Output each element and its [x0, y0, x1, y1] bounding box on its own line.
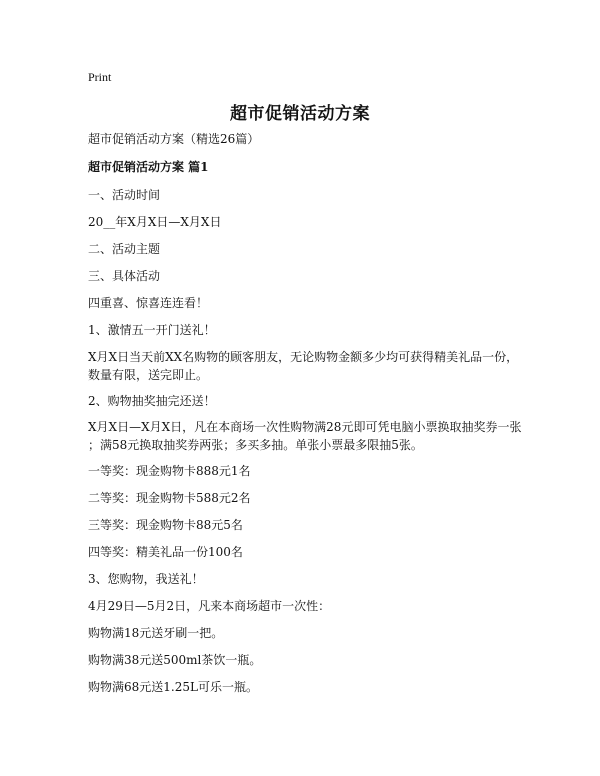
item-2-heading: 2、购物抽奖抽完还送！: [88, 394, 216, 408]
paragraph-line: X月X日—X月X日，凡在本商场一次性购物满28元即可凭电脑小票换取抽奖券一张: [88, 420, 522, 434]
prize-fourth: 四等奖：精美礼品一份100名: [88, 545, 243, 559]
heading-activity-time: 一、活动时间: [88, 188, 161, 202]
activity-slogan: 四重喜、惊喜连连看！: [88, 296, 209, 310]
heading-specific-activities: 三、具体活动: [88, 269, 161, 283]
paragraph-line: ；满58元换取抽奖券两张；多买多抽。单张小票最多限抽5张。: [88, 438, 423, 452]
gift-tier-18: 购物满18元送牙刷一把。: [88, 626, 224, 640]
item-1-heading: 1、激情五一开门送礼！: [88, 323, 216, 337]
prize-first: 一等奖：现金购物卡888元1名: [88, 464, 251, 478]
section-heading: 超市促销活动方案 篇1: [88, 160, 209, 174]
document-title: 超市促销活动方案: [230, 104, 370, 124]
paragraph-line: 数量有限，送完即止。: [88, 368, 209, 382]
activity-date-range: 20__年X月X日—X月X日: [88, 215, 222, 229]
paragraph-line: X月X日当天前XX名购物的顾客朋友，无论购物金额多少均可获得精美礼品一份，: [88, 350, 519, 364]
prize-third: 三等奖：现金购物卡88元5名: [88, 518, 243, 532]
item-3-heading: 3、您购物，我送礼！: [88, 572, 204, 586]
item-1-paragraph: [88, 348, 518, 384]
heading-activity-theme: 二、活动主题: [88, 242, 161, 256]
document-subtitle: 超市促销活动方案（精选26篇）: [88, 132, 260, 146]
gift-tier-68: 购物满68元送1.25L可乐一瓶。: [88, 680, 258, 694]
gift-tier-38: 购物满38元送500ml茶饮一瓶。: [88, 653, 262, 667]
print-link[interactable]: Print: [88, 70, 112, 84]
prize-second: 二等奖：现金购物卡588元2名: [88, 491, 251, 505]
item-2-paragraph: [88, 418, 522, 454]
gift-date-range: 4月29日—5月2日，凡来本商场超市一次性：: [88, 599, 331, 613]
